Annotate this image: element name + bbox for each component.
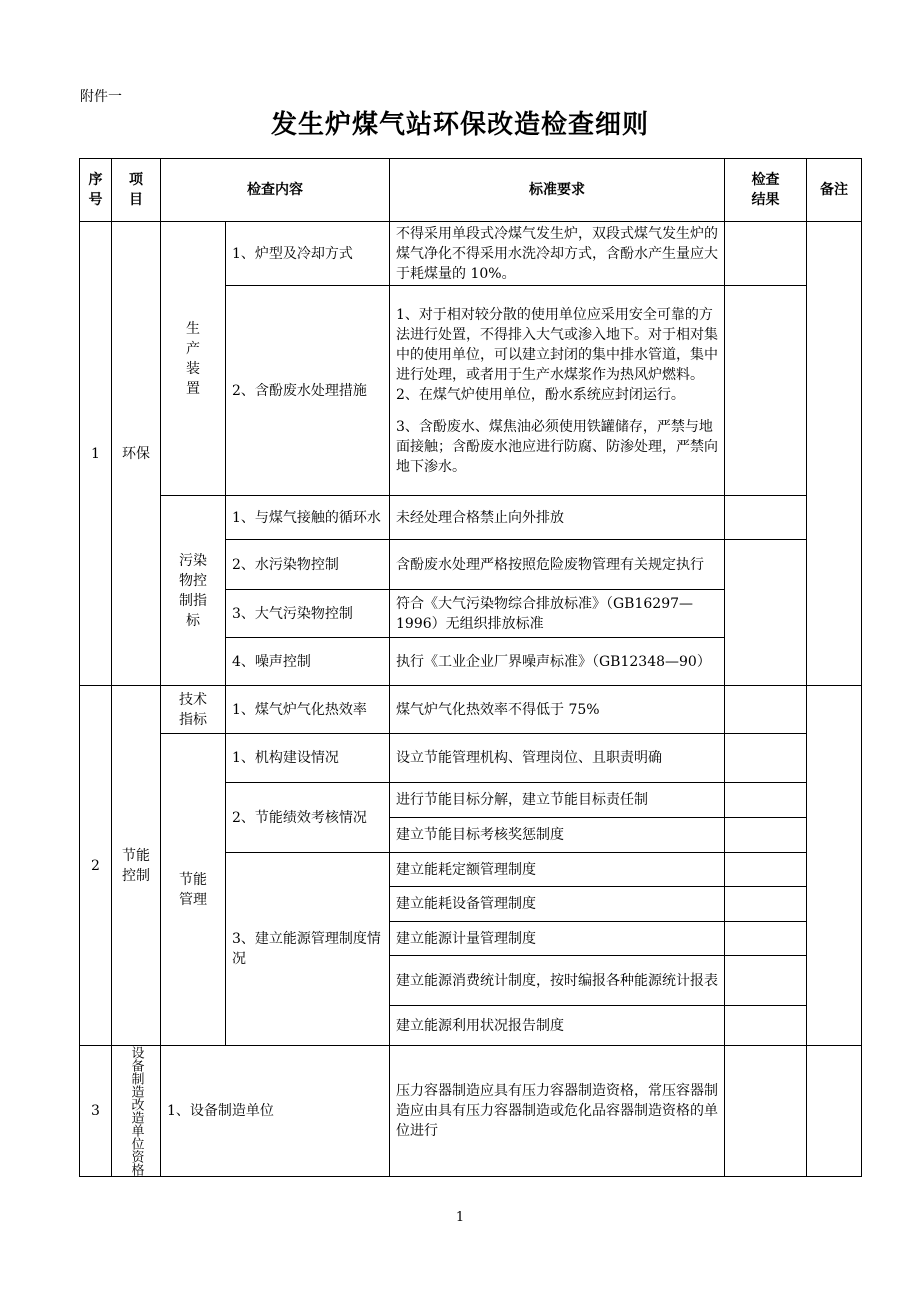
s2-g2-r3-standard-d: 建立能源消费统计制度，按时编报各种能源统计报表 xyxy=(390,956,725,1006)
table-row xyxy=(80,734,862,783)
header-remark: 备注 xyxy=(807,159,862,222)
section3-item: 设备制造改造单位资格 xyxy=(112,1046,161,1177)
page-number: 1 xyxy=(455,1210,465,1225)
s3-content: 1、设备制造单位 xyxy=(161,1046,390,1177)
table-row xyxy=(80,222,862,286)
s1-g1-r1-content: 1、炉型及冷却方式 xyxy=(226,222,390,286)
s1-g2-r2-standard: 含酚废水处理严格按照危险废物管理有关规定执行 xyxy=(390,540,725,590)
section2-seq: 2 xyxy=(80,686,112,1046)
header-seq: 序号 xyxy=(80,159,112,222)
section1-item: 环保 xyxy=(112,222,161,686)
s2-g2-r3-result-e xyxy=(725,1006,807,1046)
s2-g2-r2-standard-a: 进行节能目标分解，建立节能目标责任制 xyxy=(390,783,725,818)
s2-g2-r3-result-b xyxy=(725,887,807,922)
s1-g1-r1-standard: 不得采用单段式冷煤气发生炉，双段式煤气发生炉的煤气净化不得采用水洗冷却方式，含酚水产生量应大于耗煤量的 10%。 xyxy=(390,222,725,286)
s2-g2-r3-standard-b: 建立能耗设备管理制度 xyxy=(390,887,725,922)
inspection-table xyxy=(79,158,862,1177)
s2-g1-r1-result xyxy=(725,686,807,734)
s1-g2-r1-content: 1、与煤气接触的循环水 xyxy=(226,496,390,540)
s2-g2-r3-standard-a: 建立能耗定额管理制度 xyxy=(390,853,725,887)
s2-g2-r2-result-b xyxy=(725,818,807,853)
s1-g1-r2-std-p1: 1、对于相对较分散的使用单位应采用安全可靠的方法进行处置，不得排入大气或渗入地下。对于相对集中的使用单位，可以建立封闭的集中排水管道，集中进行处理，或者用于生产水煤浆作为热风炉燃料。 xyxy=(396,306,718,383)
s2-g2-r3-result-d xyxy=(725,956,807,1006)
s2-g2-r3-standard-e: 建立能源利用状况报告制度 xyxy=(390,1006,725,1046)
s1-g1-r2-std-p2: 2、在煤气炉使用单位，酚水系统应封闭运行。 xyxy=(396,386,685,403)
s2-g2-r3-result-a xyxy=(725,853,807,887)
section1-group2: 污染物控制指标 xyxy=(161,496,226,686)
table-row xyxy=(80,496,862,540)
s1-g2-r3-content: 3、大气污染物控制 xyxy=(226,590,390,638)
s1-g2-r3-standard: 符合《大气污染物综合排放标准》（GB16297—1996）无组织排放标准 xyxy=(390,590,725,638)
s1-g2-r1-standard: 未经处理合格禁止向外排放 xyxy=(390,496,725,540)
header-item: 项目 xyxy=(112,159,161,222)
s1-g2-r4-standard: 执行《工业企业厂界噪声标准》（GB12348—90） xyxy=(390,638,725,686)
s3-result xyxy=(725,1046,807,1177)
s2-g1-r1-content: 1、煤气炉气化热效率 xyxy=(226,686,390,734)
s2-g2-r1-standard: 设立节能管理机构、管理岗位、且职责明确 xyxy=(390,734,725,783)
header-standard: 标准要求 xyxy=(390,159,725,222)
table-row xyxy=(80,1046,862,1177)
section1-group1: 生产装置 xyxy=(161,222,226,496)
s2-g2-r2-standard-b: 建立节能目标考核奖惩制度 xyxy=(390,818,725,853)
section2-group1: 技术指标 xyxy=(161,686,226,734)
s2-g2-r2-result-a xyxy=(725,783,807,818)
header-content: 检查内容 xyxy=(161,159,390,222)
s2-g2-r3-standard-c: 建立能源计量管理制度 xyxy=(390,922,725,956)
s2-g2-r3-result-c xyxy=(725,922,807,956)
s1-g1-r1-result xyxy=(725,222,807,286)
table-header-row xyxy=(80,159,862,222)
s3-remark xyxy=(807,1046,862,1177)
section2-item: 节能控制 xyxy=(112,686,161,1046)
page-title: 发生炉煤气站环保改造检查细则 xyxy=(270,110,649,140)
s2-g2-r3-content: 3、建立能源管理制度情况 xyxy=(226,853,390,1046)
attachment-label: 附件一 xyxy=(80,89,122,105)
s1-g1-r2-content: 2、含酚废水处理措施 xyxy=(226,286,390,496)
s1-g2-r2-content: 2、水污染物控制 xyxy=(226,540,390,590)
s3-standard: 压力容器制造应具有压力容器制造资格，常压容器制造应由具有压力容器制造或危化品容器制造资格的单位进行 xyxy=(390,1046,725,1177)
table-row xyxy=(80,686,862,734)
s2-g2-r1-result xyxy=(725,734,807,783)
s2-g2-r1-content: 1、机构建设情况 xyxy=(226,734,390,783)
s1-g1-r2-std-p3: 3、含酚废水、煤焦油必须使用铁罐储存，严禁与地面接触；含酚废水池应进行防腐、防渗处理，严禁向地下渗水。 xyxy=(396,418,718,475)
s1-g2-r4-content: 4、噪声控制 xyxy=(226,638,390,686)
s2-g1-r1-standard: 煤气炉气化热效率不得低于 75% xyxy=(390,686,725,734)
s2-g2-r2-content: 2、节能绩效考核情况 xyxy=(226,783,390,853)
s1-g2-result xyxy=(725,540,807,686)
section3-seq: 3 xyxy=(80,1046,112,1177)
section2-group2: 节能管理 xyxy=(161,734,226,1046)
section1-remark xyxy=(807,222,862,686)
section2-remark xyxy=(807,686,862,1046)
s1-g1-r2-standard xyxy=(390,286,725,496)
s1-g2-r1-result xyxy=(725,496,807,540)
section1-seq: 1 xyxy=(80,222,112,686)
s1-g1-r2-result xyxy=(725,286,807,496)
header-result: 检查结果 xyxy=(725,159,807,222)
